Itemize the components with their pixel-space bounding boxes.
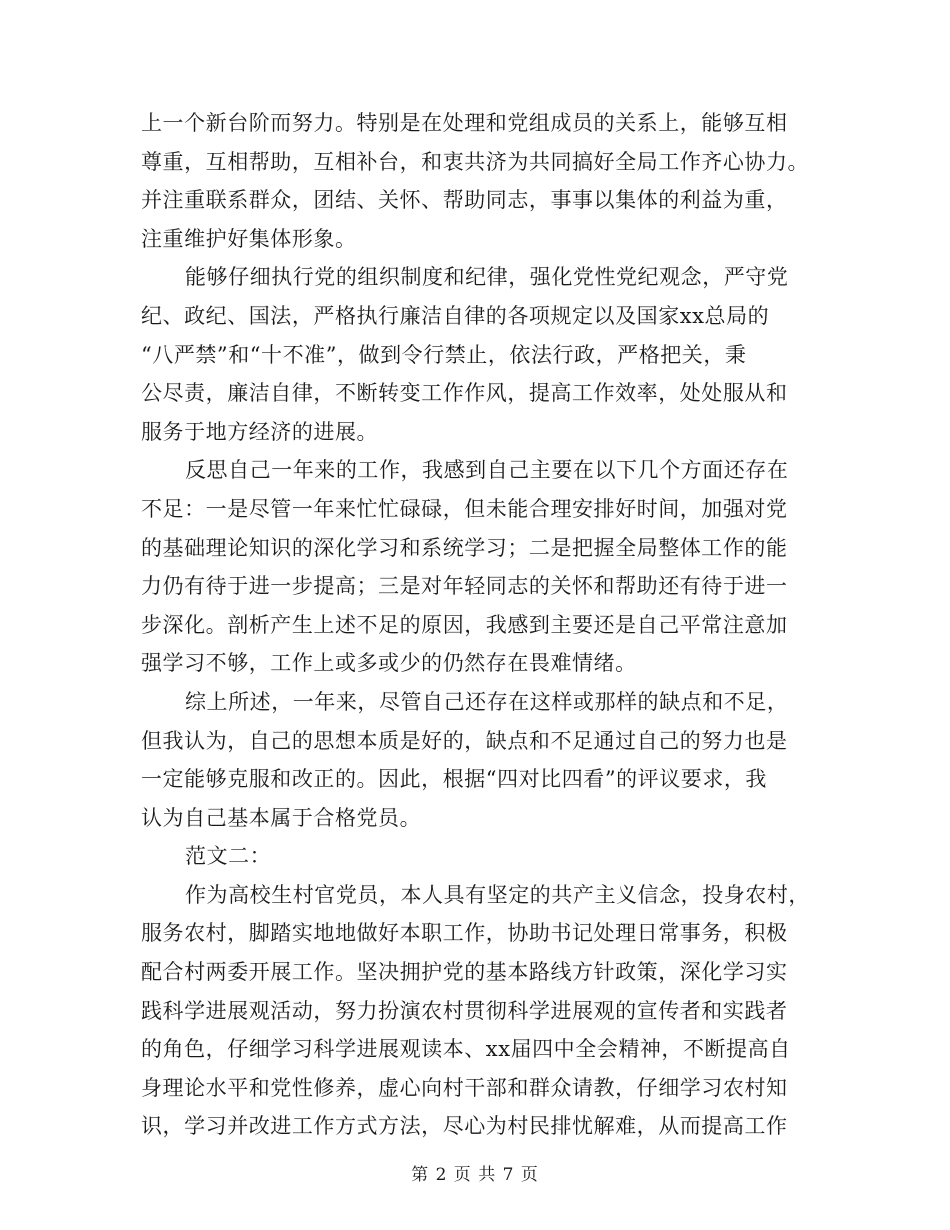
text-line: 配合村两委开展工作。坚决拥护党的基本路线方针政策，深化学习实 <box>141 960 788 985</box>
text-line: 公尽责，廉洁自律，不断转变工作作风，提高工作效率，处处服从和 <box>141 381 788 406</box>
text-line: 注重维护好集体形象。 <box>141 226 357 251</box>
text-line: 身理论水平和党性修养，虚心向村干部和群众请教，仔细学习农村知 <box>141 1075 788 1100</box>
text-line: 步深化。剖析产生上述不足的原因，我感到主要还是自己平常注意加 <box>141 612 788 637</box>
text-line: 范文二： <box>185 844 272 869</box>
text-line: 不足：一是尽管一年来忙忙碌碌，但未能合理安排好时间，加强对党 <box>141 496 788 521</box>
document-body <box>141 104 810 1146</box>
text-line: 并注重联系群众，团结、关怀、帮助同志，事事以集体的利益为重， <box>141 188 788 213</box>
text-line: 的角色，仔细学习科学进展观读本、xx届四中全会精神，不断提高自 <box>141 1037 791 1062</box>
text-line: 的基础理论知识的深化学习和系统学习；二是把握全局整体工作的能 <box>141 535 788 560</box>
text-line: 纪、政纪、国法，严格执行廉洁自律的各项规定以及国家xx总局的 <box>141 303 770 328</box>
text-line: 尊重，互相帮助，互相补台，和衷共济为共同搞好全局工作齐心协力。 <box>141 149 810 174</box>
text-line: 践科学进展观活动，努力扮演农村贯彻科学进展观的宣传者和实践者 <box>141 998 788 1023</box>
text-line: 服务于地方经济的进展。 <box>141 419 379 444</box>
text-line: 但我认为，自己的思想本质是好的，缺点和不足通过自己的努力也是 <box>141 728 788 753</box>
text-line: 作为高校生村官党员，本人具有坚定的共产主义信念，投身农村， <box>185 882 810 907</box>
text-line: 反思自己一年来的工作，我感到自己主要在以下几个方面还存在 <box>185 458 789 483</box>
page-number-footer: 第 2 页 共 7 页 <box>411 1165 539 1185</box>
text-line: 综上所述，一年来，尽管自己还存在这样或那样的缺点和不足， <box>185 689 789 714</box>
text-line: 识，学习并改进工作方式方法，尽心为村民排忧解难，从而提高工作 <box>141 1114 788 1139</box>
text-line: 上一个新台阶而努力。特别是在处理和党组成员的关系上，能够互相 <box>141 111 788 135</box>
text-line: 力仍有待于进一步提高；三是对年轻同志的关怀和帮助还有待于进一 <box>141 574 788 599</box>
text-line: 服务农村，脚踏实地地做好本职工作，协助书记处理日常事务，积极 <box>141 921 788 946</box>
text-line: “八严禁”和“十不准”，做到令行禁止，依法行政，严格把关，秉 <box>141 342 747 367</box>
text-line: 一定能够克服和改正的。因此，根据“四对比四看”的评议要求，我 <box>141 767 767 792</box>
text-line: 认为自己基本属于合格党员。 <box>141 805 422 830</box>
text-line: 能够仔细执行党的组织制度和纪律，强化党性党纪观念，严守党 <box>185 265 789 290</box>
text-line: 强学习不够，工作上或多或少的仍然存在畏难情绪。 <box>141 651 637 676</box>
